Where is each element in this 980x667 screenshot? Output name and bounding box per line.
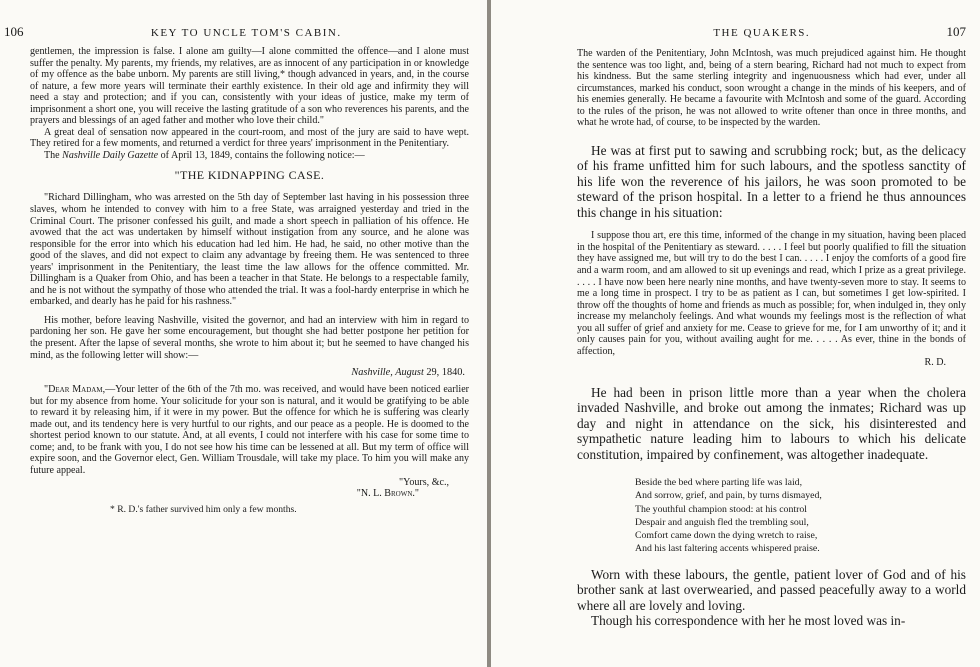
letter-salutation: "Dear Madam, [44,384,106,396]
paragraph-intro: gentlemen, the impression is false. I alone am guilty—I alone committed the offence—and I alone must suffer the penalty. My parents, my friends, my relatives, are as innocent of any participation in or knowledge of my offence as the babe unborn. My parents are still living,* though advanced in years, and, in the course of nature, a few more years will terminate their earthly existence. In their old age and infirmity they will need a stay and protection; and if you can, consistently with your ideas of justice, make my term of imprisonment a short one, you will receive the lasting gratitude of a son who reverences his parents, and the prayers and blessings of an aged father and mother who love their child." [30,46,469,127]
hospital-letter: I suppose thou art, ere this time, informed of the change in my situation, having been placed in the hospital of the Penitentiary as steward. . . . . I feel but poorly qualified to fill the situation they have assigned me, but will try to do the best I can. . . . . I enjoy the comforts of a good fire and a warm room, and am allowed to sit up evenings and read, which I prize as a great privilege. . . . . I have now been here nearly nine months, and have twenty-seven more to stay. It seems to me a long time in prospect. I try to be as patient as I can, but sometimes I get low-spirited. I throw off the thoughts of home and friends as much as possible; for, when indulged in, they only increase my melancholy feelings. And what wounds my feelings most is the reflection of what you all suffer of grief and anxiety for me. Cease to grieve for me, for I am unworthy of it; and it only causes pain for you, without availing aught for me. . . . . As ever, thine in the bonds of affection, [577,230,966,357]
letter-closing: "Yours, &c., [399,476,449,488]
governor-letter [30,384,469,476]
hospital-letter-signature: R. D. [924,357,946,369]
page-number-left: 106 [4,24,24,39]
paragraph-warden: The warden of the Penitentiary, John McIntosh, was much prejudiced against him. He thought the sentence was too light, and, being of a stern bearing, Richard had not much to expect from his kindness. But the same sterling integrity and ingenuousness which had ever, under all circumstances, marked his conduct, soon wrought a change in the minds of his keepers, and of his enemies generally. He became a favourite with McIntosh and some of the guard. According to the rules of the prison, he was not allowed to write oftener than once in three months, and what he wrote had, of course, to be inspected by the warden. [577,48,966,129]
dateline-place: Nashville, August [351,367,424,379]
paragraph-mother: His mother, before leaving Nashville, visited the governor, and had an interview with him in regard to pardoning her son. He gave her some encouragement, but thought she had better postpone her petition for the present. After the lapse of several months, she wrote to him about it; but he seemed to have changed his mind, as the following letter will show:— [30,314,469,361]
right-page [491,0,980,667]
verse-line: Despair and anguish fled the trembling soul, [635,516,809,528]
paragraph-gazette [30,150,469,162]
running-head-right: THE QUAKERS. [713,27,811,39]
running-head-left: KEY TO UNCLE TOM'S CABIN. [150,27,342,39]
case-report: "Richard Dillingham, who was arrested on the 5th day of September last having in his possession three slaves, whom he intended to convey with him to a free State, was arraigned yesterday and tried in the Criminal Court. The prisoner confessed his guilt, and made a short speech in palliation of his offence. He avowed that the act was undertaken by himself without instigation from any source, and he alone was responsible for the error into which his education had led him. He had, he said, no other motive than the good of the slaves, and did not expect to claim any advantage by freeing them. He was sentenced to three years' imprisonment in the Penitentiary, the least time the law allows for the offence committed. Mr. Dillingham is a Quaker from Ohio, and has been a teacher in that State. He belongs to a respectable family, and he is not without the sympathy of those who attended the trial. It was a fool-hardy enterprise in which he embarked, and dearly has he paid for his rashness." [30,192,469,308]
verse-line: Beside the bed where parting life was laid, [635,477,803,489]
case-title: "THE KIDNAPPING CASE. [174,168,325,183]
verse-line: Comfort came down the dying wretch to raise, [635,529,818,541]
left-page-header [4,24,469,40]
dateline-year: 29, 1840. [423,367,465,379]
verse-line: The youthful champion stood: at his control [635,503,807,515]
page-number-right: 107 [946,24,966,39]
letter-body: —Your letter of the 6th of the 7th mo. was received, and would have been noticed earlier but for my absence from home. Your solicitude for your son is natural, and it would be gratifying to be able to reward it by releasing him, if it were in my power. But the offence for which he is suffering was clearly made out, and its tendency here is very hurtful to our rights, and our peace as a people. He is doomed to the shortest period known to our statute. And, at all events, I could not interfere with his case for some time to come; and, to be frank with you, I do not see how his time can be lessened at all. But my term of office will expire soon, and the Governor elect, Gen. William Trousdale, will take my place. To him you will make any future appeal. [30,384,470,476]
paragraph-worn: Worn with these labours, the gentle, patient lover of God and of his brother sank at last overwearied, and passed peacefully away to a world where all are lovely and loving. [577,566,966,613]
paragraph-though: Though his correspondence with her he most loved was in- [591,613,906,629]
paragraph-cholera: He had been in prison little more than a year when the cholera invaded Nashville, and broke out among the inmates; Richard was up day and night in attendance on the sick, his disinterested and sympathetic nature leading him to labours to which his delicate constitution, impaired by confinement, was altogether inadequate. [577,384,966,462]
left-page [0,0,487,667]
verse-line: And sorrow, grief, and pain, by turns dismayed, [635,490,822,502]
right-page-header [577,24,966,40]
gazette-text-b: of April 13, 1849, contains the following notice:— [158,149,365,161]
letter-dateline [30,367,465,378]
verse-block [635,476,966,555]
gazette-text-a: The [44,149,63,161]
paragraph-sawing: He was at first put to sawing and scrubbing rock; but, as the delicacy of his frame unfitted him for such labours, and the spotless sanctity of his life won the reverence of his jailors, he was soon promoted to be steward of the prison hospital. In a letter to a friend he thus announces this change in his situation: [577,142,966,220]
gazette-name: Nashville Daily Gazette [62,149,159,161]
letter-signature: "N. L. Brown." [356,488,419,500]
paragraph-wept: A great deal of sensation now appeared in the court-room, and most of the jury are said to have wept. They retired for a few moments, and returned a verdict for three years' imprisonment in the Penitentiary. [30,126,469,150]
verse-line: And his last faltering accents whispered praise. [635,542,820,554]
footnote: * R. D.'s father survived him only a few months. [110,503,297,515]
